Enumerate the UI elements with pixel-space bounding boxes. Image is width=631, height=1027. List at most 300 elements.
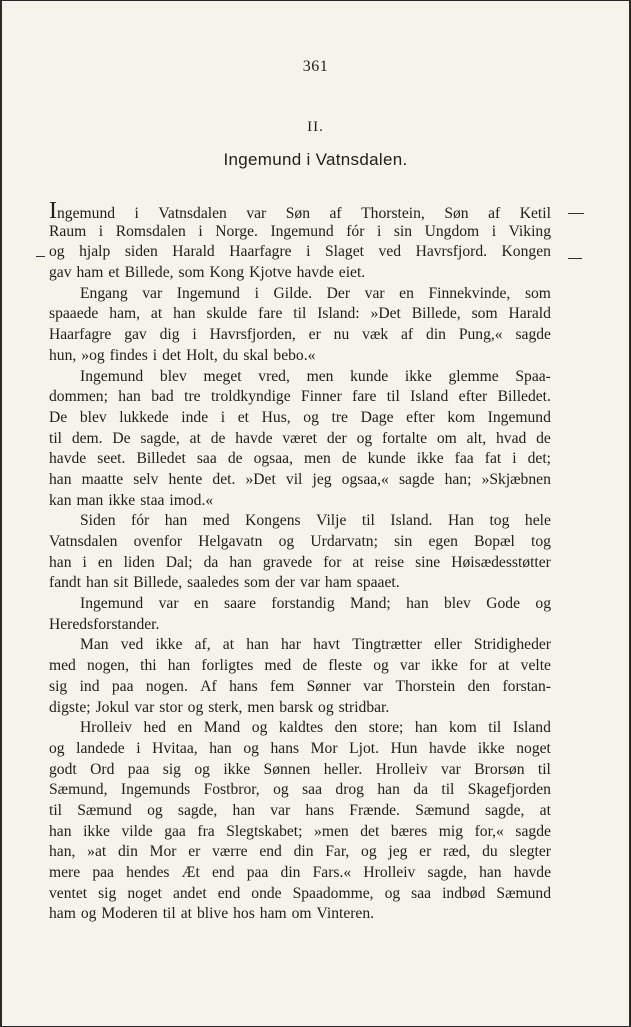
word: Man xyxy=(80,636,109,654)
word: alt, xyxy=(466,429,487,447)
word: til xyxy=(386,388,400,406)
word: han xyxy=(406,595,429,613)
word: blive xyxy=(196,905,229,923)
word: Romsdalen xyxy=(115,222,186,240)
word: et xyxy=(237,408,250,426)
word: hans xyxy=(229,677,258,695)
word: Hvitaa, xyxy=(152,739,198,757)
word: i xyxy=(134,205,139,222)
word: Sæmund xyxy=(415,801,470,819)
word: og xyxy=(273,781,289,799)
word: Ljot. xyxy=(349,739,379,757)
word: sig xyxy=(162,760,181,778)
word: Harald xyxy=(172,243,215,261)
word: den xyxy=(467,677,491,695)
word: fare xyxy=(258,305,283,323)
word: Mor xyxy=(149,843,177,861)
word: hvad xyxy=(495,429,527,447)
word: til xyxy=(537,760,551,778)
word: digste; xyxy=(49,698,91,716)
word: jeg xyxy=(388,843,408,861)
word: siden xyxy=(124,243,158,261)
word: blev xyxy=(79,408,107,426)
word: »Skjæbnen xyxy=(481,470,551,488)
word: Mand; xyxy=(350,595,391,613)
word: Ingemund xyxy=(176,284,240,302)
word: Pung,« xyxy=(458,326,503,344)
word: tog xyxy=(531,533,551,550)
word: værre xyxy=(212,843,248,861)
word: gaa xyxy=(164,822,186,840)
word: til xyxy=(441,781,455,799)
word: gav xyxy=(124,326,147,344)
word: Vinteren. xyxy=(316,905,375,923)
text-line xyxy=(49,884,551,905)
word: spaaet. xyxy=(356,574,400,592)
word: at xyxy=(539,801,551,819)
word: noget xyxy=(127,884,162,902)
word: der xyxy=(326,429,347,447)
text-line xyxy=(49,491,551,512)
word: mere xyxy=(49,864,81,881)
word: hun, xyxy=(49,346,77,364)
word: han xyxy=(377,781,400,799)
text-line xyxy=(49,198,551,224)
word: reise xyxy=(374,553,405,571)
word: dommen; xyxy=(49,388,108,406)
word: sterk, xyxy=(208,698,243,716)
word: fór xyxy=(346,222,365,240)
word: De xyxy=(112,429,131,447)
word: vred, xyxy=(258,367,290,385)
word: efter xyxy=(458,388,488,406)
word: seet. xyxy=(97,450,126,468)
word: tre xyxy=(184,388,201,406)
word: sagde, xyxy=(485,801,525,819)
text-line xyxy=(49,284,551,305)
word: Vilje xyxy=(316,512,347,530)
word: fem xyxy=(270,677,295,695)
word: du xyxy=(222,346,239,364)
text-line xyxy=(49,718,551,739)
word: inde xyxy=(181,408,209,426)
word: ikke xyxy=(404,367,432,385)
word: forstan- xyxy=(502,677,551,695)
word: ved xyxy=(120,636,144,654)
word: han xyxy=(164,512,188,530)
word: Sæmund xyxy=(496,884,551,902)
word: »at xyxy=(87,843,107,861)
word: var xyxy=(134,698,155,716)
word: sagde xyxy=(515,326,551,344)
word: Fars.« xyxy=(312,864,352,881)
word: imod.« xyxy=(169,491,214,509)
text-line xyxy=(49,429,551,450)
text-line xyxy=(49,698,551,719)
word: han xyxy=(49,470,72,488)
word: kom xyxy=(448,719,477,737)
text-line xyxy=(49,822,551,843)
word: sagde, xyxy=(427,864,467,881)
word: hjalp xyxy=(79,243,111,261)
word: indbød xyxy=(442,884,486,902)
word: Vatnsdalen xyxy=(49,533,118,550)
word: med xyxy=(202,512,230,530)
word: var xyxy=(158,595,179,613)
word: han xyxy=(49,822,72,840)
word: gav xyxy=(49,264,72,282)
word: var xyxy=(364,284,385,302)
word: Æt xyxy=(181,864,200,881)
word: Ketil xyxy=(519,205,551,222)
word: Brorsøn xyxy=(474,760,525,778)
word: Island xyxy=(410,388,449,406)
word: Sæmund xyxy=(77,801,132,819)
word: ikke xyxy=(223,760,251,778)
text-line xyxy=(49,325,551,346)
word: tog xyxy=(489,512,510,530)
text-line xyxy=(49,387,551,408)
word: Norge. xyxy=(215,222,258,240)
word: ogsaa,« xyxy=(341,470,389,488)
word: vil xyxy=(285,470,303,488)
word: Søn xyxy=(444,205,469,222)
word: nu xyxy=(333,326,350,344)
text-line xyxy=(49,573,551,594)
word: til xyxy=(293,305,307,323)
word: sig xyxy=(49,677,68,695)
word: ham, xyxy=(109,305,141,323)
word: sin xyxy=(394,533,413,550)
word: Engang xyxy=(80,284,128,302)
word: og xyxy=(80,905,97,923)
word: til xyxy=(49,801,62,819)
word: eller xyxy=(433,636,462,654)
text-line xyxy=(49,242,551,263)
word: været xyxy=(282,429,318,447)
word: Holt, xyxy=(186,346,218,364)
word: glemme xyxy=(448,367,499,385)
word: Spaadomme, xyxy=(292,884,374,902)
text-line xyxy=(49,449,551,470)
word: i xyxy=(220,408,226,426)
word: han; xyxy=(444,470,472,488)
word: Viking xyxy=(508,222,551,240)
word: med xyxy=(264,657,292,675)
word: Vatnsdalen xyxy=(158,205,227,222)
word: var xyxy=(440,760,461,778)
word: til xyxy=(488,719,502,737)
word: blev xyxy=(159,367,187,385)
word: i xyxy=(376,222,382,240)
word: ham xyxy=(324,574,352,592)
word: kom xyxy=(447,408,476,426)
word: Ingemund xyxy=(49,198,116,224)
word: han xyxy=(479,864,502,881)
word: det; xyxy=(527,450,551,468)
word: »men xyxy=(314,822,349,840)
word: noget xyxy=(516,739,551,757)
text-line xyxy=(49,842,551,863)
word: Fostbror, xyxy=(203,781,260,799)
text-line xyxy=(49,222,551,243)
word: sagde xyxy=(398,470,435,488)
word: end xyxy=(259,843,282,861)
word: Hrolleiv xyxy=(375,760,428,778)
word: han xyxy=(49,553,72,571)
word: paa xyxy=(246,864,269,881)
word: det xyxy=(162,346,182,364)
word: og xyxy=(303,408,319,426)
word: ovenfor xyxy=(133,533,183,550)
word: Sønnen xyxy=(263,760,311,778)
word: ikke xyxy=(416,450,444,468)
text-line xyxy=(49,656,551,677)
word: dem. xyxy=(71,429,103,447)
word: du xyxy=(482,843,498,861)
word: i xyxy=(192,326,197,344)
word: som xyxy=(524,284,551,302)
word: hente xyxy=(168,470,203,488)
word: han xyxy=(209,739,232,757)
word: og xyxy=(187,698,204,716)
word: kunde xyxy=(350,367,389,385)
word: og xyxy=(373,657,389,675)
word: ventet xyxy=(49,884,88,902)
word: var xyxy=(142,284,163,302)
word: de xyxy=(302,657,318,675)
word: Siden xyxy=(80,512,116,530)
word: Ingemund xyxy=(270,222,334,240)
word: Mor xyxy=(310,739,338,757)
text-line xyxy=(49,801,551,822)
word: af xyxy=(329,205,342,222)
word: Høisædesstøtter xyxy=(451,553,551,571)
word: væk xyxy=(362,326,389,344)
word: var xyxy=(399,657,420,675)
text-line xyxy=(49,677,551,698)
word: man xyxy=(76,491,104,509)
text-line xyxy=(49,904,551,925)
word: og xyxy=(243,739,259,757)
word: store; xyxy=(368,719,404,737)
word: en xyxy=(193,595,209,613)
text-line xyxy=(49,408,551,429)
word: havde xyxy=(49,450,87,468)
text-line xyxy=(49,304,551,325)
word: godt xyxy=(49,760,77,778)
word: da xyxy=(203,553,219,571)
text-line xyxy=(49,470,551,491)
word: kunde xyxy=(367,450,406,468)
word: skal xyxy=(243,346,269,364)
word: i xyxy=(198,222,203,240)
word: ikke xyxy=(430,657,458,675)
word: din xyxy=(280,864,301,881)
word: og xyxy=(361,843,377,861)
word: Moderen xyxy=(101,905,158,923)
word: at xyxy=(180,905,192,923)
word: fat xyxy=(484,450,502,468)
word: hele xyxy=(524,512,551,530)
word: har xyxy=(280,636,301,654)
word: velte xyxy=(520,657,551,675)
word: med xyxy=(49,657,76,675)
word: stridbar. xyxy=(338,698,390,716)
word: liden xyxy=(123,553,155,571)
word: og xyxy=(49,739,65,757)
word: saa xyxy=(196,450,217,468)
word: han, xyxy=(49,843,76,861)
word: men xyxy=(247,698,275,716)
word: for xyxy=(323,553,342,571)
word: af, xyxy=(194,636,211,654)
word: paa xyxy=(127,760,150,778)
word: ham xyxy=(259,905,287,923)
word: og xyxy=(49,243,65,261)
word: en xyxy=(399,284,414,302)
word: havt xyxy=(313,636,340,654)
text-line xyxy=(49,615,551,636)
word: en xyxy=(97,553,113,571)
word: i xyxy=(136,739,141,757)
word: Bopæl xyxy=(474,533,515,550)
word: forstandig xyxy=(271,595,335,613)
word: ogsaa, xyxy=(253,450,293,468)
word: Island xyxy=(512,719,551,737)
word: din xyxy=(293,843,314,861)
margin-mark xyxy=(36,256,45,257)
word: og xyxy=(356,429,373,447)
text-line xyxy=(49,367,551,388)
word: saa xyxy=(302,781,322,799)
word: i xyxy=(152,346,158,364)
text-line xyxy=(49,739,551,760)
word: og xyxy=(278,533,295,550)
word: for xyxy=(468,657,488,675)
word: ham xyxy=(49,905,76,923)
word: til xyxy=(162,905,176,923)
word: havde xyxy=(429,739,467,757)
word: og xyxy=(251,719,268,737)
word: gravede xyxy=(262,553,313,571)
word: er xyxy=(188,843,201,861)
word: Dage xyxy=(360,408,394,426)
word: Billede, xyxy=(124,264,174,282)
word: Finnekvinde, xyxy=(428,284,511,302)
word: Gode xyxy=(486,595,521,613)
word: Harald xyxy=(508,305,551,323)
word: heller. xyxy=(323,760,363,778)
word: at xyxy=(498,657,510,675)
word: saare xyxy=(224,595,257,613)
word: Hrolleiv xyxy=(363,864,416,881)
word: egen xyxy=(428,533,458,550)
word: onde xyxy=(251,884,282,902)
text-line xyxy=(49,863,551,884)
word: er xyxy=(308,326,321,344)
word: Billede, xyxy=(133,574,183,592)
word: stor xyxy=(159,698,183,716)
word: landede xyxy=(76,739,125,757)
chapter-title: Ingemund i Vatnsdalen. xyxy=(223,150,408,169)
word: eiet. xyxy=(338,264,366,282)
word: til xyxy=(49,429,62,447)
word: Hrolleiv xyxy=(80,719,132,737)
word: var xyxy=(246,205,267,222)
word: de xyxy=(227,450,243,468)
word: sagde xyxy=(515,822,551,840)
word: bæres xyxy=(390,822,428,840)
word: han xyxy=(86,574,109,592)
word: Der xyxy=(326,284,351,302)
word: mig xyxy=(438,822,464,840)
word: nogen, xyxy=(86,657,129,675)
word: de xyxy=(210,429,226,447)
word: og xyxy=(535,595,551,613)
word: og xyxy=(194,760,210,778)
word: bad xyxy=(151,388,174,406)
word: paa xyxy=(111,677,134,695)
word: Urdarvatn; xyxy=(310,533,378,550)
word: end xyxy=(212,864,235,881)
word: Ingemund xyxy=(80,595,144,613)
word: fra xyxy=(197,822,215,840)
word: fortalte xyxy=(382,429,428,447)
word: hos xyxy=(233,905,255,923)
word: maatte xyxy=(81,470,124,488)
word: Havrsfjord. xyxy=(415,243,488,261)
word: Ingemund xyxy=(80,367,144,385)
word: saaledes xyxy=(187,574,240,592)
word: fandt xyxy=(49,574,82,592)
word: Ungdom xyxy=(424,222,480,240)
word: som xyxy=(471,305,498,323)
word: en xyxy=(177,719,193,737)
word: dig xyxy=(159,326,180,344)
word: men xyxy=(304,450,331,468)
word: Billede, xyxy=(411,305,461,323)
word: hans xyxy=(270,739,300,757)
word: Haarfagre xyxy=(49,326,112,344)
chapter-number: II. xyxy=(307,119,324,135)
text-line xyxy=(49,553,551,574)
word: staa xyxy=(140,491,165,509)
word: om xyxy=(291,905,312,923)
word: i xyxy=(306,243,311,261)
text-line xyxy=(49,594,551,615)
word: end xyxy=(217,884,241,902)
word: Thorstein, xyxy=(361,205,425,222)
text-line xyxy=(49,263,551,284)
word: spaaede xyxy=(49,305,99,323)
word: i xyxy=(254,284,259,302)
word: meget xyxy=(203,367,242,385)
word: at xyxy=(189,429,201,447)
margin-mark xyxy=(568,258,582,259)
word: i xyxy=(98,222,104,240)
word: var xyxy=(300,574,320,592)
word: Hus, xyxy=(261,408,291,426)
word: Dal; xyxy=(165,553,193,571)
word: andet xyxy=(172,884,207,902)
word: i xyxy=(491,222,497,240)
word: Sønner xyxy=(306,677,351,695)
word: sagde, xyxy=(140,429,180,447)
word: Finner xyxy=(301,388,342,406)
word: havde xyxy=(296,264,334,282)
word: selv xyxy=(133,470,159,488)
